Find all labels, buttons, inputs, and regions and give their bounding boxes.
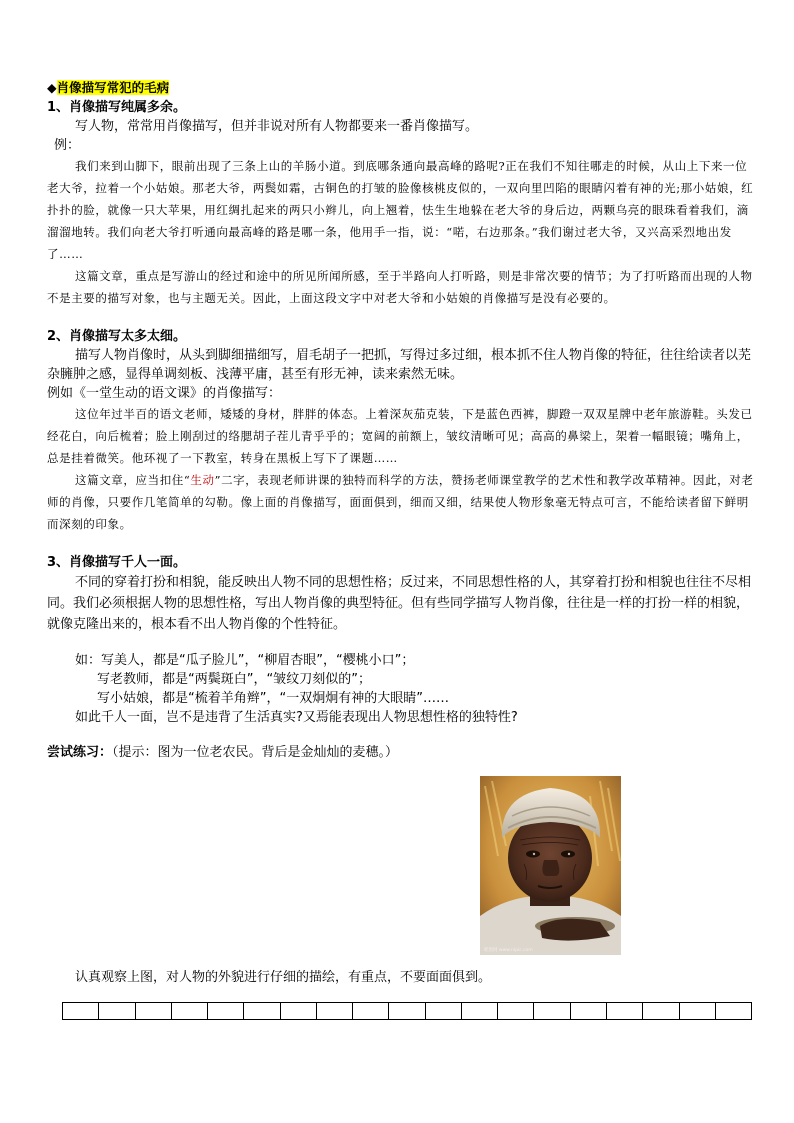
practice-hint: （提示：图为一位老农民。背后是金灿灿的麦穗。） — [112, 745, 399, 760]
section2-example-label: 例如《一堂生动的语文课》的肖像描写： — [47, 386, 282, 401]
section1-intro: 写人物，常常用肖像描写，但并非说对所有人物都要来一番肖像描写。 — [75, 119, 479, 134]
writing-grid-cell[interactable] — [172, 1003, 208, 1019]
writing-grid-cell[interactable] — [716, 1003, 751, 1019]
section1-example: 我们来到山脚下，眼前出现了三条上山的羊肠小道。到底哪条通向最高峰的路呢?正在我们不知往哪走的时候，从山上下来一位老大爷，拉着一个小姑娘。那老大爷，两鬓如霜，古铜色的打皱的脸像核桃皮似的，一双向里凹陷的眼睛闪着有神的光;那小姑娘，红扑扑的脸，就像一只大苹果，用红绸扎起来的两只小辫儿，向上翘着，怯生生地躲在老大爷的身后边，两颗乌亮的眼珠看着我们，滴溜溜地转。我们向老大爷打听通向最高峰的路是哪一条，他用手一指，说：“喏，右边那条。”我们谢过老大爷，又兴高采烈地出发了…… — [47, 159, 754, 261]
writing-grid-cell[interactable] — [571, 1003, 607, 1019]
writing-grid-cell[interactable] — [244, 1003, 280, 1019]
main-heading — [47, 78, 757, 96]
writing-grid[interactable] — [62, 1002, 752, 1020]
writing-grid-cell[interactable] — [389, 1003, 425, 1019]
writing-grid-cell[interactable] — [680, 1003, 716, 1019]
writing-grid-cell[interactable] — [534, 1003, 570, 1019]
old-farmer-illustration — [480, 776, 621, 955]
writing-grid-cell[interactable] — [99, 1003, 135, 1019]
writing-grid-cell[interactable] — [353, 1003, 389, 1019]
section1-comment: 这篇文章，重点是写游山的经过和途中的所见所闻所感，至于半路向人打听路，则是非常次要的情节；为了打听路而出现的人物不是主要的描写对象，也与主题无关。因此，上面这段文字中对老大爷和小姑娘的肖像描写是没有必要的。 — [47, 269, 753, 305]
writing-grid-cell[interactable] — [643, 1003, 679, 1019]
section2-comment-after: ”二字，表现老师讲课的独特而科学的方法，赞扬老师课堂教学的艺术性和教学改革精神。因此，对老师的肖像，只要作几笔简单的勾勒。像上面的肖像描写，面面俱到，细而又细，结果使人物形象毫无特点可言，不能给读者留下鲜明而深刻的印象。 — [47, 473, 754, 531]
section3-conclusion: 如此千人一面，岂不是违背了生活真实?又焉能表现出人物思想性格的独特性? — [75, 710, 518, 725]
writing-grid-cell[interactable] — [607, 1003, 643, 1019]
section2-comment — [47, 469, 757, 535]
photo-watermark: 昵图网 www.nipic.com — [484, 948, 533, 953]
writing-grid-cell[interactable] — [281, 1003, 317, 1019]
section3-example-1: 如：写美人，都是“瓜子脸儿”，“柳眉杏眼”，“樱桃小口”； — [75, 653, 415, 668]
section3-example-2: 写老教师，都是“两鬓斑白”，“皱纹刀刻似的”； — [97, 672, 371, 687]
writing-grid-cell[interactable] — [462, 1003, 498, 1019]
document-body — [47, 78, 757, 762]
practice-label: 尝试练习： — [47, 745, 113, 760]
writing-grid-cell[interactable] — [317, 1003, 353, 1019]
writing-grid-cell[interactable] — [136, 1003, 172, 1019]
section2-title: 2、肖像描写太多太细。 — [47, 329, 187, 344]
practice-task: 认真观察上图，对人物的外貌进行仔细的描绘，有重点，不要面面俱到。 — [75, 970, 492, 985]
practice-line — [47, 743, 757, 762]
section1-example-label: 例： — [54, 138, 81, 153]
section1-title: 1、肖像描写纯属多余。 — [47, 100, 187, 115]
main-heading-text: 肖像描写常犯的毛病 — [56, 80, 170, 95]
old-farmer-photo — [480, 776, 621, 955]
section2-comment-before: 这篇文章，应当扣住“ — [75, 473, 191, 487]
section3-intro: 不同的穿着打扮和相貌，能反映出人物不同的思想性格；反过来，不同思想性格的人，其穿着打扮和相貌也往往不尽相同。我们必须根据人物的思想性格，写出人物肖像的典型特征。但有些同学描写人物肖像，往往是一样的打扮一样的相貌，就像克隆出来的，根本看不出人物肖像的个性特征。 — [47, 575, 752, 632]
section2-intro: 描写人物肖像时，从头到脚细描细写，眉毛胡子一把抓，写得过多过细，根本抓不住人物肖像的特征，往往给读者以芜杂臃肿之感，显得单调刻板、浅薄平庸，甚至有形无神，读来索然无味。 — [47, 348, 752, 382]
section3-title: 3、肖像描写千人一面。 — [47, 555, 187, 570]
writing-grid-cell[interactable] — [208, 1003, 244, 1019]
section2-comment-key: 生动 — [190, 473, 215, 487]
section3-example-3: 写小姑娘，都是“梳着羊角辫”，“一双炯炯有神的大眼睛”…… — [97, 691, 449, 706]
bullet-icon: ◆ — [47, 80, 57, 95]
writing-grid-cell[interactable] — [498, 1003, 534, 1019]
section2-example: 这位年过半百的语文老师，矮矮的身材，胖胖的体态。上着深灰茄克装，下是蓝色西裤，脚蹬一双双星牌中老年旅游鞋。头发已经花白，向后梳着；脸上刚刮过的络腮胡子茬儿青乎乎的；宽阔的前额上，皱纹清晰可见；高高的鼻梁上，架着一幅眼镜；嘴角上，总是挂着微笑。他环视了一下教室，转身在黑板上写下了课题…… — [47, 407, 753, 465]
writing-grid-cell[interactable] — [63, 1003, 99, 1019]
writing-grid-cell[interactable] — [426, 1003, 462, 1019]
